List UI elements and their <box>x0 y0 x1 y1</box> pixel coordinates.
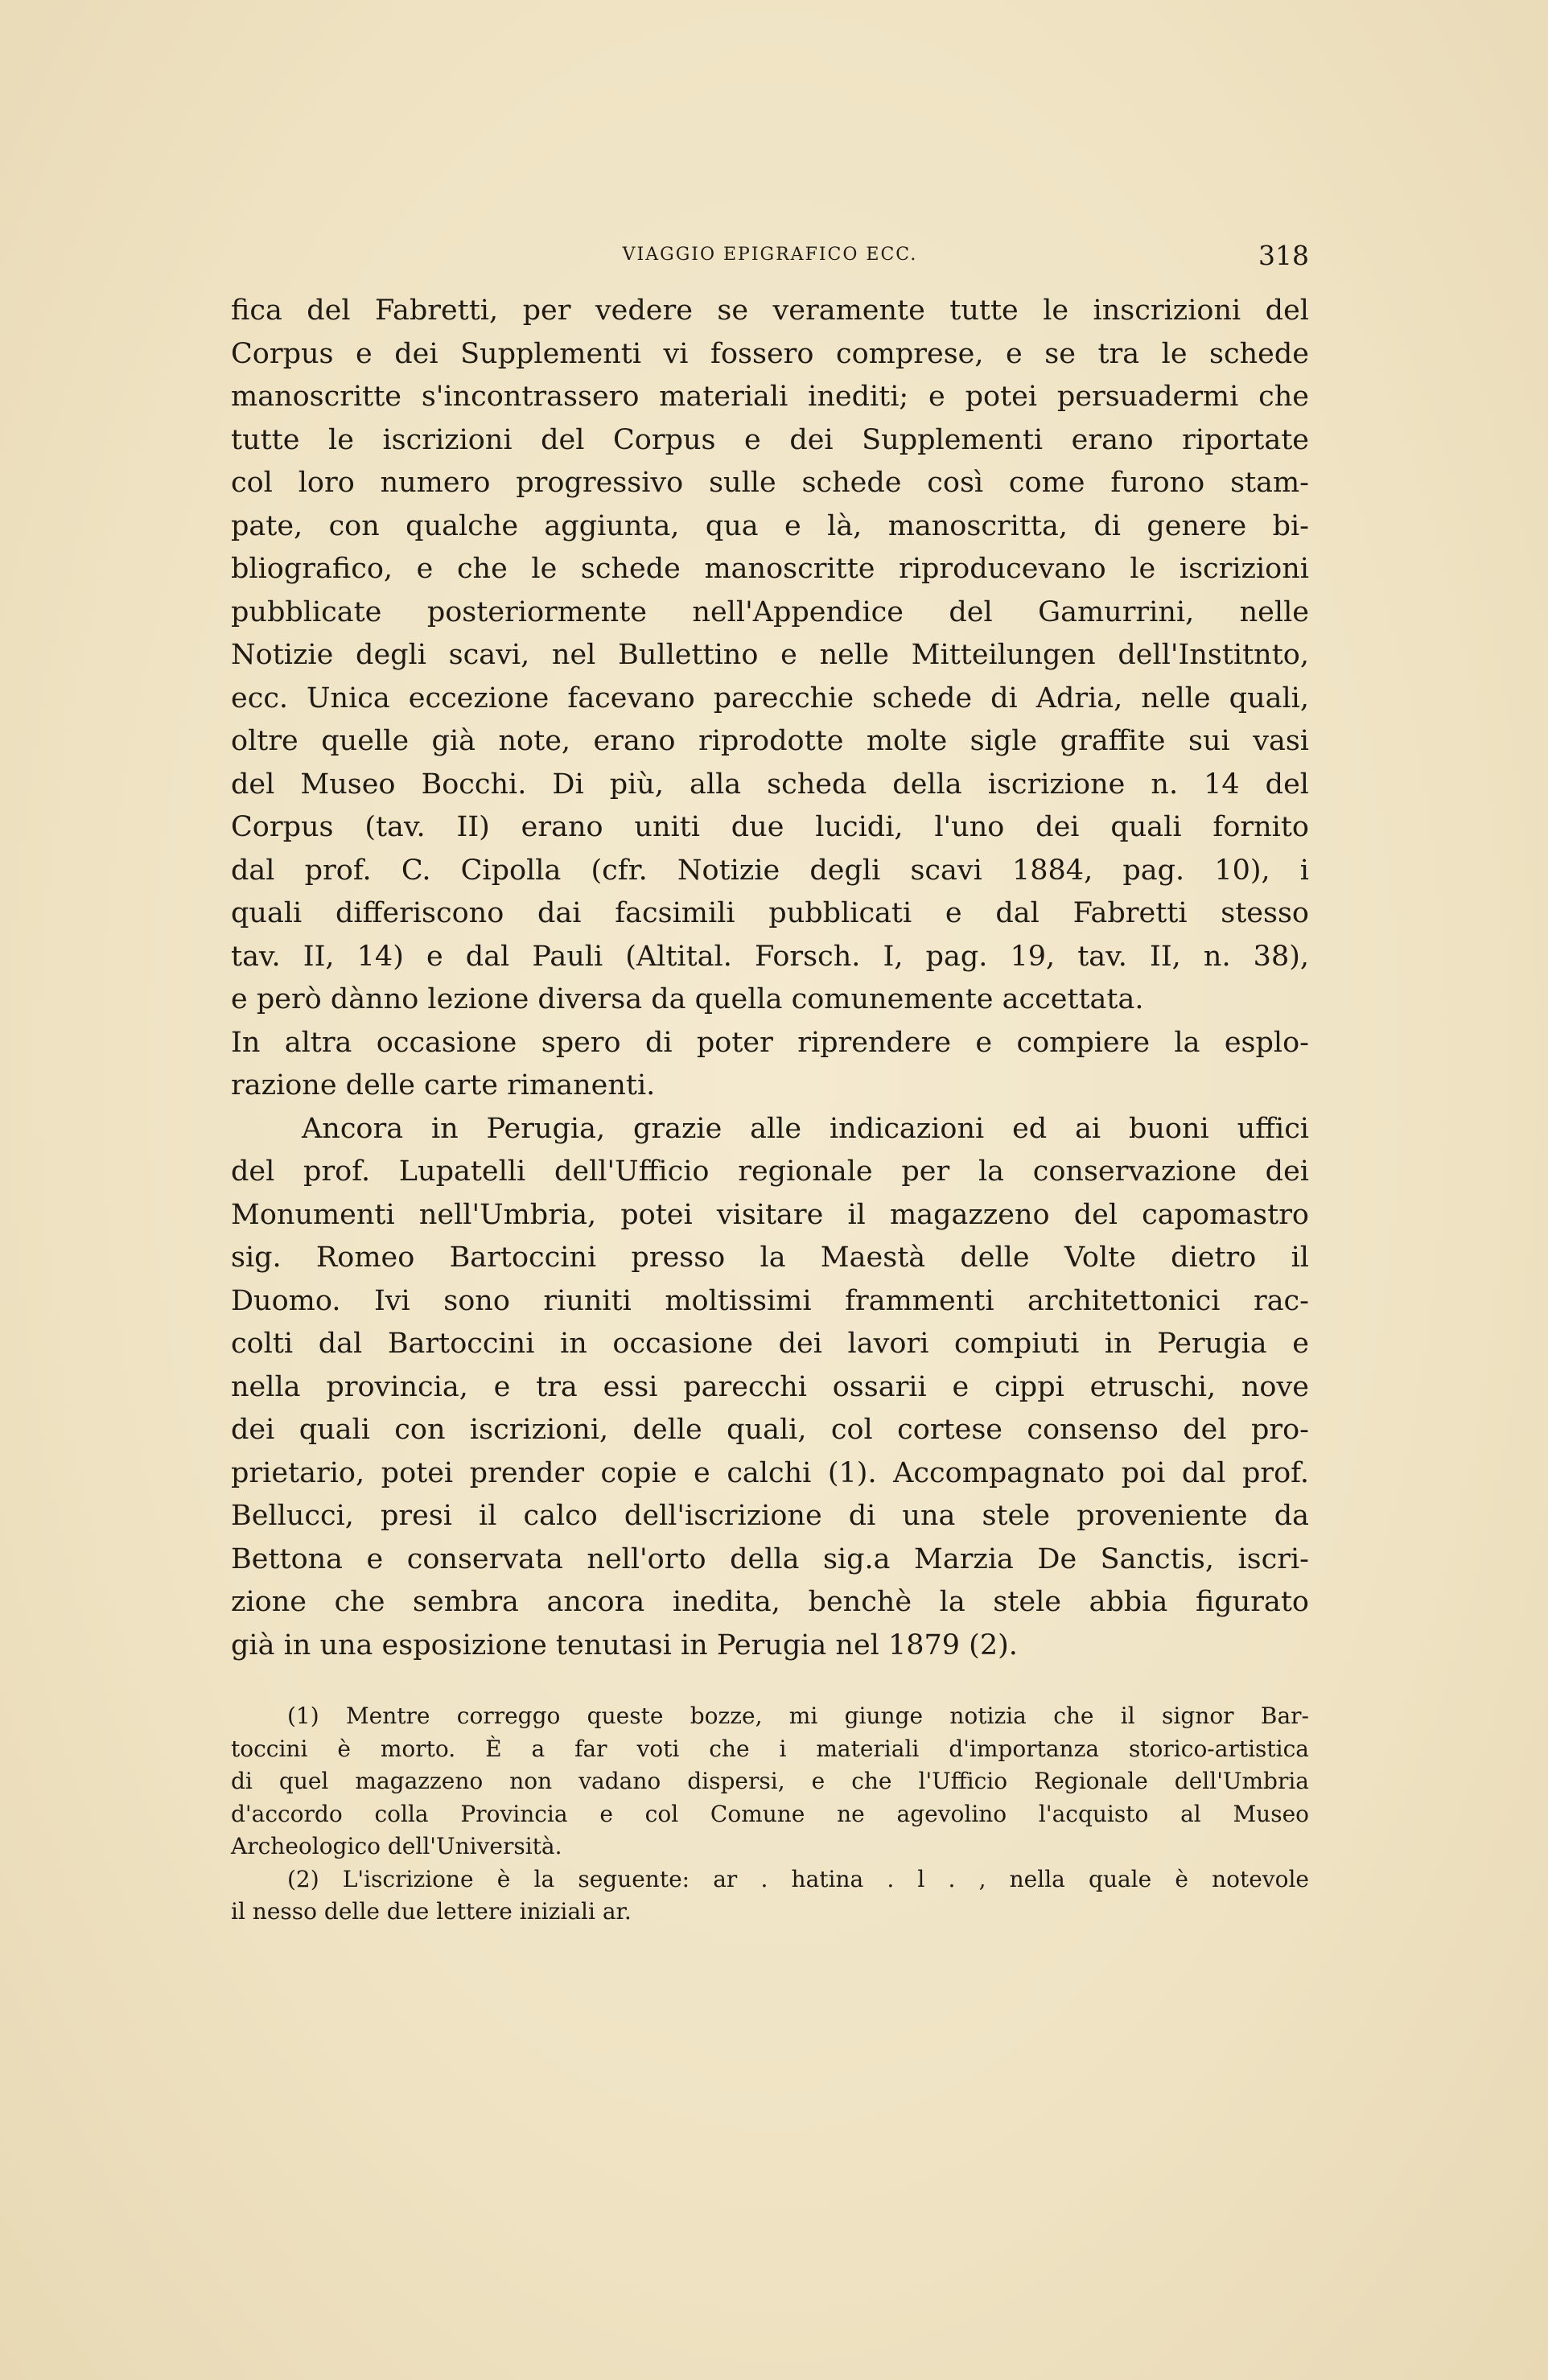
footnote-line: il nesso delle due lettere iniziali ar. <box>231 1898 632 1925</box>
footnote-line: d'accordo colla Provincia e col Comune ne agevolino l'acquisto al Museo <box>231 1800 1309 1827</box>
body-line: dei quali con iscrizioni, delle quali, col cortese consenso del pro- <box>231 1414 1309 1446</box>
body-line: zione che sembra ancora inedita, benchè la stele abbia figurato <box>231 1586 1309 1618</box>
body-line: col loro numero progressivo sulle schede così come furono stam- <box>231 467 1309 499</box>
body-line: fica del Fabretti, per vedere se veramente tutte le inscrizioni del <box>231 294 1309 327</box>
body-line: già in una esposizione tenutasi in Perugia nel 1879 (2). <box>231 1629 1018 1661</box>
body-line: Monumenti nell'Umbria, potei visitare il magazzeno del capomastro <box>231 1198 1309 1231</box>
body-line: colti dal Bartoccini in occasione dei lavori compiuti in Perugia e <box>231 1328 1309 1360</box>
body-line: prietario, potei prender copie e calchi (1). Accompagnato poi dal prof. <box>231 1456 1309 1489</box>
footnote-line: toccini è morto. È a far voti che i materiali d'importanza storico-artistica <box>231 1735 1309 1762</box>
footnote-line: Archeologico dell'Università. <box>231 1833 562 1859</box>
body-line: tav. II, 14) e dal Pauli (Altital. Forsch. I, pag. 19, tav. II, n. 38), <box>231 940 1309 973</box>
body-line: nella provincia, e tra essi parecchi ossarii e cippi etruschi, nove <box>231 1370 1309 1403</box>
footnote-line: (2) L'iscrizione è la seguente: ar . hatina . l . , nella quale è notevole <box>287 1865 1309 1892</box>
body-line: pubblicate posteriormente nell'Appendice del Gamurrini, nelle <box>231 595 1309 628</box>
body-line: ecc. Unica eccezione facevano parecchie schede di Adria, nelle quali, <box>231 681 1309 714</box>
body-line: Bettona e conservata nell'orto della sig.a Marzia De Sanctis, iscri- <box>231 1542 1309 1575</box>
body-line: razione delle carte rimanenti. <box>231 1069 656 1101</box>
body-line: pate, con qualche aggiunta, qua e là, manoscritta, di genere bi- <box>231 509 1309 542</box>
body-text <box>231 290 1309 1667</box>
page-header <box>231 240 1309 277</box>
body-line: Corpus (tav. II) erano uniti due lucidi, l'uno dei quali fornito <box>231 811 1309 843</box>
page-number: 318 <box>1258 240 1309 271</box>
body-line: Duomo. Ivi sono riuniti moltissimi frammenti architettonici rac- <box>231 1284 1309 1317</box>
footnotes <box>231 1700 1309 1929</box>
footnote-line: (1) Mentre correggo queste bozze, mi giunge notizia che il signor Bar- <box>287 1703 1309 1729</box>
body-line: del Museo Bocchi. Di più, alla scheda della iscrizione n. 14 del <box>231 768 1309 801</box>
body-line: del prof. Lupatelli dell'Ufficio regionale per la conservazione dei <box>231 1155 1309 1188</box>
body-line: dal prof. C. Cipolla (cfr. Notizie degli scavi 1884, pag. 10), i <box>231 854 1309 887</box>
body-line: sig. Romeo Bartoccini presso la Maestà delle Volte dietro il <box>231 1241 1309 1274</box>
body-line: Ancora in Perugia, grazie alle indicazioni ed ai buoni uffici <box>302 1112 1309 1145</box>
footnote-line: di quel magazzeno non vadano dispersi, e che l'Ufficio Regionale dell'Umbria <box>231 1768 1309 1794</box>
body-line: In altra occasione spero di poter riprendere e compiere la esplo- <box>231 1026 1309 1059</box>
running-title: VIAGGIO EPIGRAFICO ECC. <box>622 245 918 265</box>
body-line: bliografico, e che le schede manoscritte riproducevano le iscrizioni <box>231 553 1309 585</box>
body-line: e però dànno lezione diversa da quella comunemente accettata. <box>231 983 1144 1015</box>
body-line: Bellucci, presi il calco dell'iscrizione di una stele proveniente da <box>231 1500 1309 1532</box>
body-line: tutte le iscrizioni del Corpus e dei Supplementi erano riportate <box>231 423 1309 456</box>
body-line: Notizie degli scavi, nel Bullettino e nelle Mitteilungen dell'Institnto, <box>231 639 1309 671</box>
body-line: Corpus e dei Supplementi vi fossero comprese, e se tra le schede <box>231 337 1309 370</box>
body-line: manoscritte s'incontrassero materiali inediti; e potei persuadermi che <box>231 381 1309 413</box>
body-line: quali differiscono dai facsimili pubblicati e dal Fabretti stesso <box>231 897 1309 929</box>
body-line: oltre quelle già note, erano riprodotte molte sigle graffite sui vasi <box>231 725 1309 757</box>
